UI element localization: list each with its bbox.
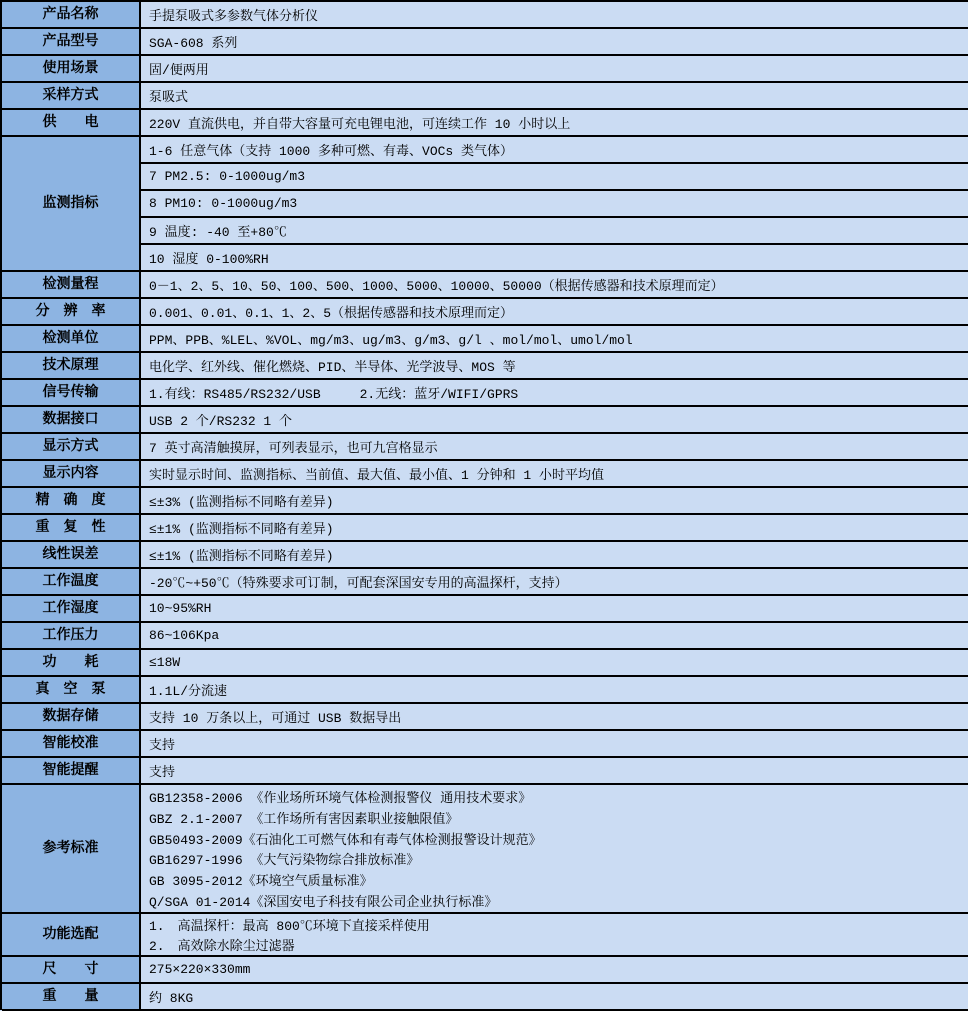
table-row <box>2 957 968 984</box>
row-value: ≤18W <box>149 655 181 670</box>
row-label: 产品型号 <box>2 29 141 54</box>
table-row <box>2 758 968 785</box>
row-label: 产品名称 <box>2 2 141 27</box>
row-label: 显示内容 <box>2 461 141 486</box>
row-value-area <box>141 2 968 27</box>
row-value-area <box>141 137 968 270</box>
row-label: 检测单位 <box>2 326 141 351</box>
row-value: 支持 <box>149 738 176 753</box>
table-row <box>2 731 968 758</box>
row-value-area <box>141 488 968 513</box>
table-row <box>2 353 968 380</box>
row-label: 真 空 泵 <box>2 677 141 702</box>
row-value: USB 2 个/RS232 1 个 <box>149 414 293 429</box>
row-value-area <box>141 623 968 648</box>
multiline-value-cell <box>141 914 968 955</box>
row-value: 86~106Kpa <box>149 628 220 643</box>
table-row <box>2 488 968 515</box>
row-value-area <box>141 785 968 912</box>
row-label: 智能校准 <box>2 731 141 756</box>
table-row <box>2 677 968 704</box>
row-value: 7 英寸高清触摸屏，可列表显示，也可九宫格显示 <box>149 441 438 456</box>
table-row <box>2 110 968 137</box>
row-label: 分 辨 率 <box>2 299 141 324</box>
table-row <box>2 299 968 326</box>
value-line: GB16297-1996 《大气污染物综合排放标准》 <box>149 853 420 869</box>
table-row <box>2 434 968 461</box>
table-row <box>2 83 968 110</box>
table-row <box>2 650 968 677</box>
row-value-area <box>141 56 968 81</box>
table-row <box>2 984 968 1011</box>
table-row <box>2 272 968 299</box>
row-value: 支持 <box>149 765 176 780</box>
row-label: 精 确 度 <box>2 488 141 513</box>
row-label: 线性误差 <box>2 542 141 567</box>
row-value-area <box>141 272 968 297</box>
row-value-area <box>141 569 968 594</box>
table-row <box>2 623 968 650</box>
multiline-value-cell <box>141 785 968 912</box>
table-row <box>2 29 968 56</box>
row-value-area <box>141 326 968 351</box>
row-value: 275×220×330mm <box>149 962 251 977</box>
row-value: SGA-608 系列 <box>149 36 238 51</box>
value-line: 1. 高温探杆：最高 800℃环境下直接采样使用 <box>149 919 430 934</box>
row-value: 固/便两用 <box>149 63 209 78</box>
table-row <box>2 56 968 83</box>
row-value-area <box>141 704 968 729</box>
row-label: 供 电 <box>2 110 141 135</box>
row-value: 约 8KG <box>149 991 194 1006</box>
row-value: 10~95%RH <box>149 601 212 616</box>
value-subrow: 8 PM10: 0-1000ug/m3 <box>141 189 968 216</box>
table-row <box>2 515 968 542</box>
row-value-area <box>141 914 968 955</box>
row-value: -20℃~+50℃（特殊要求可订制，可配套深国安专用的高温探杆，支持） <box>149 576 568 591</box>
row-label: 监测指标 <box>2 137 141 270</box>
row-value: ≤±3% (监测指标不同略有差异) <box>149 495 334 510</box>
table-row <box>2 569 968 596</box>
value-line: GBZ 2.1-2007 《工作场所有害因素职业接触限值》 <box>149 811 459 827</box>
row-value-area <box>141 380 968 405</box>
row-label: 功能选配 <box>2 914 141 955</box>
table-row <box>2 461 968 488</box>
row-value: 0－1、2、5、10、50、100、500、1000、5000、10000、50000（根据传感器和技术原理而定） <box>149 279 724 294</box>
row-value: 实时显示时间、监测指标、当前值、最大值、最小值、1 分钟和 1 小时平均值 <box>149 468 605 483</box>
table-row <box>2 704 968 731</box>
row-value: ≤±1% (监测指标不同略有差异) <box>149 549 334 564</box>
value-subrow: 10 湿度 0-100%RH <box>141 243 968 270</box>
row-value-area <box>141 542 968 567</box>
row-value-area <box>141 434 968 459</box>
row-value-area <box>141 299 968 324</box>
row-label: 技术原理 <box>2 353 141 378</box>
row-value-area <box>141 984 968 1009</box>
row-label: 工作温度 <box>2 569 141 594</box>
row-value-area <box>141 407 968 432</box>
row-value-area <box>141 83 968 108</box>
row-value-area <box>141 353 968 378</box>
value-subrow: 7 PM2.5: 0-1000ug/m3 <box>141 162 968 189</box>
row-value-area <box>141 731 968 756</box>
row-value: 电化学、红外线、催化燃烧、PID、半导体、光学波导、MOS 等 <box>149 360 516 375</box>
row-value-area <box>141 650 968 675</box>
row-value-area <box>141 596 968 621</box>
row-label: 信号传输 <box>2 380 141 405</box>
row-label: 工作压力 <box>2 623 141 648</box>
row-value: 泵吸式 <box>149 90 189 105</box>
row-label: 重 复 性 <box>2 515 141 540</box>
row-value-area <box>141 957 968 982</box>
table-row <box>2 2 968 29</box>
value-line: GB 3095-2012《环境空气质量标准》 <box>149 874 373 890</box>
table-row <box>2 407 968 434</box>
row-value-area <box>141 677 968 702</box>
row-value-area <box>141 461 968 486</box>
row-value: 1.有线：RS485/RS232/USB 2.无线：蓝牙/WIFI/GPRS <box>149 387 519 402</box>
row-value-area <box>141 758 968 783</box>
row-label: 使用场景 <box>2 56 141 81</box>
row-value: 220V 直流供电，并自带大容量可充电锂电池，可连续工作 10 小时以上 <box>149 117 571 132</box>
row-value: ≤±1% (监测指标不同略有差异) <box>149 522 334 537</box>
row-label: 智能提醒 <box>2 758 141 783</box>
row-label: 参考标准 <box>2 785 141 912</box>
value-subrow: 9 温度: -40 至+80℃ <box>141 216 968 243</box>
row-label: 显示方式 <box>2 434 141 459</box>
row-label: 重 量 <box>2 984 141 1009</box>
row-value-area <box>141 110 968 135</box>
row-label: 尺 寸 <box>2 957 141 982</box>
row-value: 支持 10 万条以上，可通过 USB 数据导出 <box>149 711 402 726</box>
table-row <box>2 914 968 957</box>
row-value-area <box>141 29 968 54</box>
row-value: 手提泵吸式多参数气体分析仪 <box>149 9 319 24</box>
table-row <box>2 380 968 407</box>
table-row <box>2 326 968 353</box>
row-label: 功 耗 <box>2 650 141 675</box>
table-row <box>2 542 968 569</box>
value-line: GB12358-2006 《作业场所环境气体检测报警仪 通用技术要求》 <box>149 790 532 806</box>
value-line: GB50493-2009《石油化工可燃气体和有毒气体检测报警设计规范》 <box>149 832 542 848</box>
row-value: PPM、PPB、%LEL、%VOL、mg/m3、ug/m3、g/m3、g/l 、mol/mol、umol/mol <box>149 333 633 348</box>
row-label: 检测量程 <box>2 272 141 297</box>
row-value: 0.001、0.01、0.1、1、2、5（根据传感器和技术原理而定） <box>149 306 514 321</box>
row-label: 数据接口 <box>2 407 141 432</box>
row-label: 数据存储 <box>2 704 141 729</box>
row-label: 工作湿度 <box>2 596 141 621</box>
value-line: 2. 高效除水除尘过滤器 <box>149 939 295 954</box>
table-row <box>2 785 968 914</box>
row-label: 采样方式 <box>2 83 141 108</box>
value-line: Q/SGA 01-2014《深国安电子科技有限公司企业执行标准》 <box>149 895 498 911</box>
row-value: 1.1L/分流速 <box>149 684 228 699</box>
table-row <box>2 596 968 623</box>
value-subrow: 1-6 任意气体（支持 1000 多种可燃、有毒、VOCs 类气体） <box>149 144 514 159</box>
table-row <box>2 137 968 272</box>
row-value-area <box>141 515 968 540</box>
